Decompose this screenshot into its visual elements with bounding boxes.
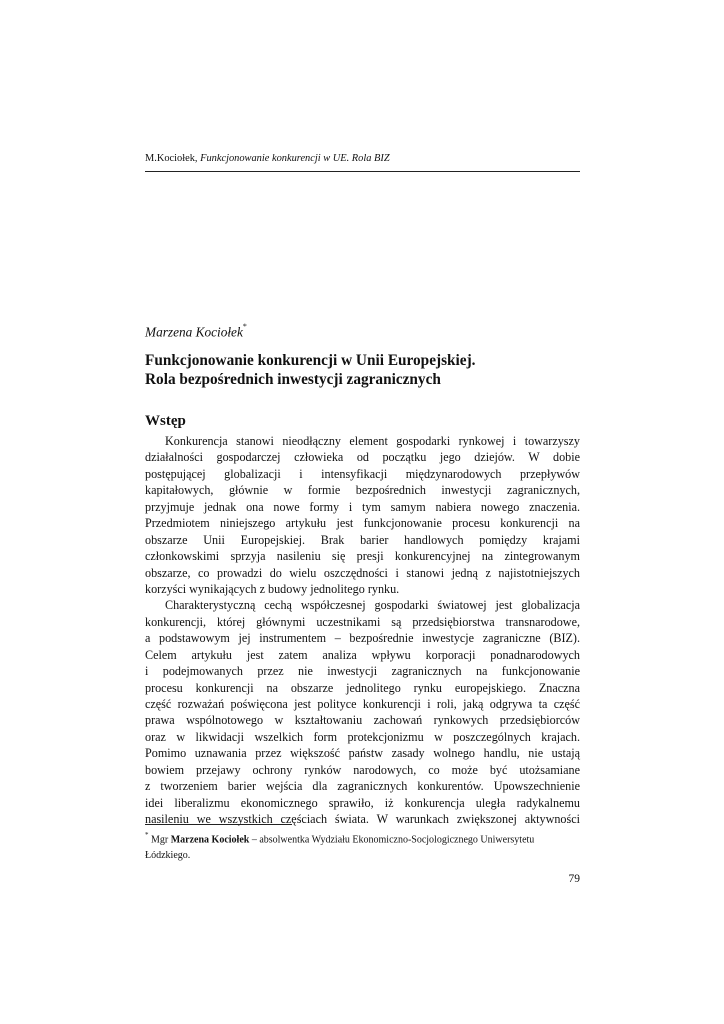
footnote-prefix: Mgr (148, 834, 171, 846)
running-head (145, 152, 580, 166)
body-line: Pomimo uznawania przez większość państw zasady wolnego handlu, nie ustają (145, 746, 580, 761)
body-line: przyjmuje jednak ona nowe formy i tym samym nabiera nowego znaczenia. (145, 499, 580, 514)
body-line: obszarze Unii Europejskiej. Brak barier handlowych pomiędzy krajami (145, 532, 580, 547)
body-line: działalności gospodarczej człowieka od początku jego dziejów. W dobie (145, 450, 580, 465)
author-footnote-mark: * (242, 322, 247, 331)
footnote (145, 828, 580, 864)
body-line: i podejmowanych przez nie inwestycji zagranicznych na funkcjonowanie (145, 664, 580, 679)
body-line: procesu konkurencji na obszarze jednolitego rynku europejskiego. Znaczna (145, 680, 580, 695)
header-rule (145, 171, 580, 172)
body-line: kapitałowych, głównie w formie bezpośrednich inwestycji zagranicznych, (145, 483, 580, 498)
body-line: obszarze, co prowadzi do wielu oszczędności i stanowi jedną z najistotniejszych (145, 565, 580, 580)
footnote-line-1 (145, 828, 580, 848)
body-line: nasileniu we wszystkich częściach świata. W warunkach zwiększonej aktywności (145, 812, 580, 827)
running-head-title: Funkcjonowanie konkurencji w UE. Rola BIZ (200, 153, 390, 164)
body-line: idei liberalizmu ekonomicznego sprawiło, iż konkurencja uległa radykalnemu (145, 795, 580, 810)
footnote-name: Marzena Kociołek (170, 834, 250, 846)
body-line: bowiem przejawy ochrony rynków narodowych, co może być utożsamiane (145, 762, 580, 777)
body-line: Celem artykułu jest zatem analiza wpływu korporacji ponadnarodowych (145, 647, 580, 662)
author-name: Marzena Kociołek (145, 324, 243, 340)
body-line: z tworzeniem barier wejścia dla zagranicznych konkurentów. Upowszechnienie (145, 779, 580, 794)
footnote-text-1: – absolwentka Wydziału Ekonomiczno-Socjologicznego Uniwersytetu (249, 834, 535, 846)
title-line-2: Rola bezpośrednich inwestycji zagranicznych (145, 371, 441, 388)
author-line (145, 320, 247, 341)
footnote-mark: * (145, 831, 149, 839)
running-head-author: M.Kociołek, (145, 153, 201, 164)
body-line: a podstawowym jej instrumentem – bezpośrednie inwestycje zagraniczne (BIZ). (145, 631, 580, 646)
title-line-1: Funkcjonowanie konkurencji w Unii Europejskiej. (145, 352, 476, 369)
body-line: postępującej globalizacji i intensyfikacji międzynarodowych przepływów (145, 466, 580, 481)
footnote-text-2: Łódzkiego. (145, 850, 191, 862)
body-line: konkurencji, której głównymi uczestnikami są przedsiębiorstwa transnarodowe, (145, 614, 580, 629)
body-line: część rozważań poświęcona jest polityce konkurencji i roli, jaką odgrywa ta część (145, 697, 580, 711)
body-line: Konkurencja stanowi nieodłączny element gospodarki rynkowej i towarzyszy (165, 434, 580, 448)
body-line: oraz w likwidacji wszelkich form protekcjonizmu w poszczególnych krajach. (145, 729, 580, 744)
body-line: korzyści wynikających z budowy jednolitego rynku. (145, 581, 400, 596)
body-line: Przedmiotem niniejszego artykułu jest funkcjonowanie procesu konkurencji na (145, 516, 580, 531)
body-line: Charakterystyczną cechą współczesnej gospodarki światowej jest globalizacja (165, 598, 580, 613)
body-line: członkowskimi sprzyja nasileniu się presji konkurencyjnej na zintegrowanym (145, 549, 580, 564)
body-text (145, 433, 580, 828)
article-title (145, 351, 580, 389)
page-number: 79 (568, 873, 580, 885)
section-heading: Wstęp (145, 413, 186, 429)
footnote-rule (145, 824, 292, 825)
body-line: prawa wspólnotowego w kształtowaniu zachowań rynkowych przedsiębiorców (145, 713, 580, 728)
